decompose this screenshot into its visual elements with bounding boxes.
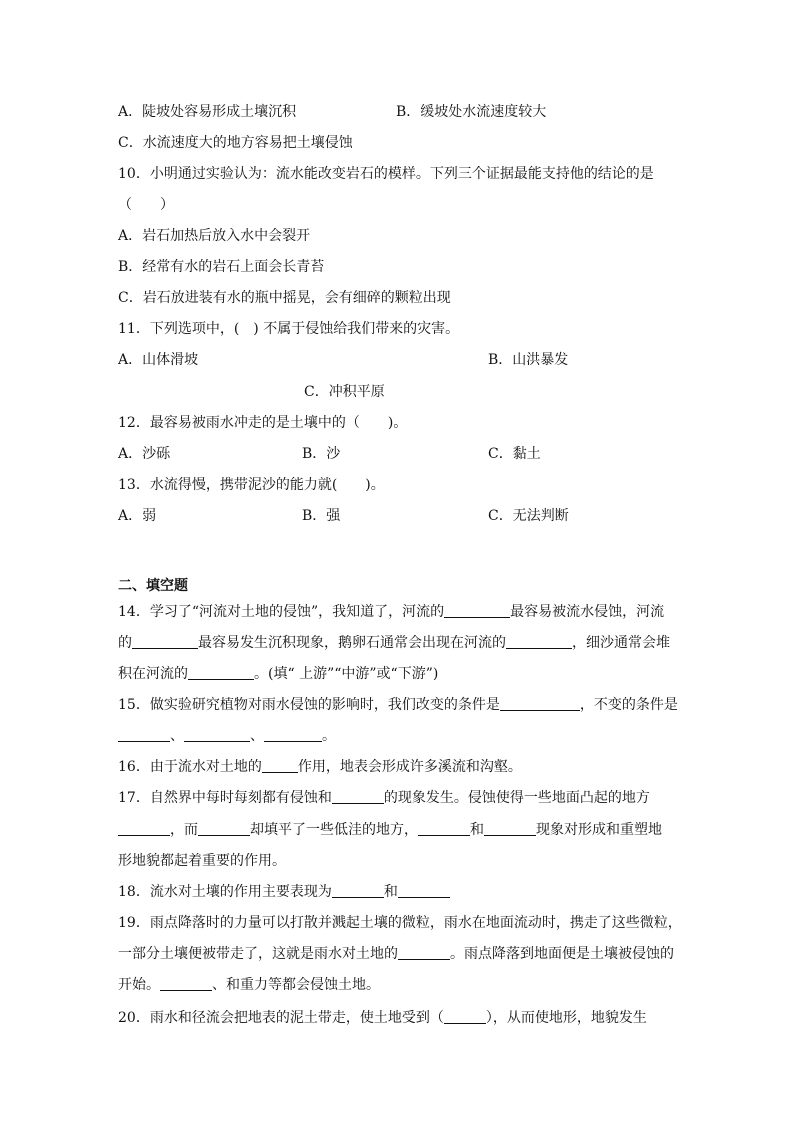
q13-option-c[interactable]: C．无法判断 xyxy=(488,508,569,524)
q17-text: ，而 xyxy=(170,822,198,838)
q10-option-b[interactable]: B．经常有水的岩石上面会长青苔 xyxy=(118,259,325,275)
q20-text: 20．雨水和径流会把地表的泥土带走，使土地受到（ xyxy=(118,1010,444,1026)
q13-stem: 13．水流得慢，携带泥沙的能力就( )。 xyxy=(118,477,385,493)
q15-blank-4[interactable] xyxy=(264,727,322,742)
q20-blank[interactable] xyxy=(444,1009,486,1024)
q17-blank-3[interactable] xyxy=(198,821,250,836)
q20-line xyxy=(118,1008,647,1028)
q15-sep: 、 xyxy=(170,728,184,744)
q12-option-a[interactable]: A．沙砾 xyxy=(118,446,171,462)
q9-options-row-1 xyxy=(118,102,547,122)
q18-blank-1[interactable] xyxy=(332,883,384,898)
q13-options-row xyxy=(118,506,569,526)
q15-blank-1[interactable] xyxy=(500,696,580,711)
q19-line-3 xyxy=(118,975,380,995)
q16-line xyxy=(118,757,522,777)
q10-option-c[interactable]: C．岩石放进装有水的瓶中摇晃，会有细碎的颗粒出现 xyxy=(118,290,451,306)
q19-text: 、和重力等都会侵蚀土地。 xyxy=(212,977,380,993)
q15-line-2 xyxy=(118,726,336,746)
q14-text: ，细沙通常会堆 xyxy=(572,635,670,651)
q19-text: 开始。 xyxy=(118,977,160,993)
q9-option-c[interactable]: C．水流速度大的地方容易把土壤侵蚀 xyxy=(118,135,353,151)
q17-line-2 xyxy=(118,820,662,840)
q14-text: 的 xyxy=(118,635,132,651)
q14-blank-2[interactable] xyxy=(132,634,198,649)
q14-line-3 xyxy=(118,664,438,684)
q14-line-1 xyxy=(118,602,664,622)
q19-blank-2[interactable] xyxy=(160,976,212,991)
q12-option-c[interactable]: C．黏土 xyxy=(488,446,541,462)
q12-option-b[interactable]: B．沙 xyxy=(302,446,341,462)
q15-end: 。 xyxy=(322,728,336,744)
q17-blank-5[interactable] xyxy=(484,821,536,836)
q11-options-row-1 xyxy=(118,350,569,370)
q15-line-1 xyxy=(118,695,678,715)
q17-blank-4[interactable] xyxy=(418,821,470,836)
q19-line-2 xyxy=(118,944,674,964)
q14-text: 14．学习了“河流对土地的侵蚀”，我知道了，河流的 xyxy=(118,604,445,620)
q16-text: 16．由于流水对土地的 xyxy=(118,759,262,775)
q19-blank-1[interactable] xyxy=(398,945,450,960)
q14-blank-4[interactable] xyxy=(188,665,254,680)
q14-blank-3[interactable] xyxy=(506,634,572,649)
q18-blank-2[interactable] xyxy=(398,883,450,898)
q9-option-b[interactable]: B．缓坡处水流速度较大 xyxy=(396,104,547,120)
q17-blank-1[interactable] xyxy=(332,789,384,804)
q18-text: 18．流水对土壤的作用主要表现为 xyxy=(118,884,332,900)
q13-option-a[interactable]: A．弱 xyxy=(118,508,157,524)
q12-stem: 12．最容易被雨水冲走的是土壤中的（ )。 xyxy=(118,415,408,431)
q14-text: 最容易发生沉积现象，鹅卵石通常会出现在河流的 xyxy=(198,635,506,651)
q11-option-c[interactable]: C．冲积平原 xyxy=(304,384,385,400)
q15-sep: 、 xyxy=(250,728,264,744)
q19-text: 。雨点降落到地面便是土壤被侵蚀的 xyxy=(450,946,674,962)
q15-blank-3[interactable] xyxy=(184,727,250,742)
q14-blank-1[interactable] xyxy=(444,603,510,618)
q19-line-1: 19．雨点降落时的力量可以打散并溅起土壤的微粒，雨水在地面流动时，携走了这些微粒， xyxy=(118,915,682,931)
q20-text: ），从而使地形，地貌发生 xyxy=(485,1010,647,1026)
q17-text: 现象对形成和重塑地 xyxy=(536,822,662,838)
q14-text: 最容易被流水侵蚀，河流 xyxy=(510,604,665,620)
q17-line-1 xyxy=(118,788,650,808)
q10-stem: 10．小明通过实验认为：流水能改变岩石的模样。下列三个证据最能支持他的结论的是 xyxy=(118,166,654,182)
q15-text: ，不变的条件是 xyxy=(579,697,678,713)
q19-text: 一部分土壤便被带走了，这就是雨水对土地的 xyxy=(118,946,398,962)
q17-text: 的现象发生。侵蚀使得一些地面凸起的地方 xyxy=(383,790,650,806)
q17-text: 17．自然界中每时每刻都有侵蚀和 xyxy=(118,790,332,806)
q18-text: 和 xyxy=(383,884,398,900)
q14-line-2 xyxy=(118,633,670,653)
q10-option-a[interactable]: A．岩石加热后放入水中会裂开 xyxy=(118,228,311,244)
section-heading-fill-in: 二、填空题 xyxy=(118,578,188,594)
q17-text: 却填平了一些低洼的地方， xyxy=(250,822,418,838)
q11-option-b[interactable]: B．山洪暴发 xyxy=(488,352,569,368)
q18-line xyxy=(118,882,450,902)
q17-blank-2[interactable] xyxy=(118,821,170,836)
q11-stem: 11．下列选项中，( ) 不属于侵蚀给我们带来的灾害。 xyxy=(118,321,460,337)
q15-blank-2[interactable] xyxy=(118,727,170,742)
q10-answer-paren[interactable]: （ ） xyxy=(118,197,174,213)
q13-option-b[interactable]: B．强 xyxy=(302,508,341,524)
q16-blank[interactable] xyxy=(262,758,298,773)
q14-text: 。(填“ 上游”“中游”或“下游”) xyxy=(254,666,439,682)
q15-text: 15．做实验研究植物对雨水侵蚀的影响时，我们改变的条件是 xyxy=(118,697,500,713)
q14-text: 积在河流的 xyxy=(118,666,188,682)
q12-options-row xyxy=(118,444,541,464)
q17-text: 和 xyxy=(470,822,484,838)
q11-option-a[interactable]: A．山体滑坡 xyxy=(118,352,199,368)
q16-text: 作用，地表会形成许多溪流和沟壑。 xyxy=(297,759,522,775)
q17-line-3: 形地貌都起着重要的作用。 xyxy=(118,853,286,869)
q9-option-a[interactable]: A．陡坡处容易形成土壤沉积 xyxy=(118,104,297,120)
